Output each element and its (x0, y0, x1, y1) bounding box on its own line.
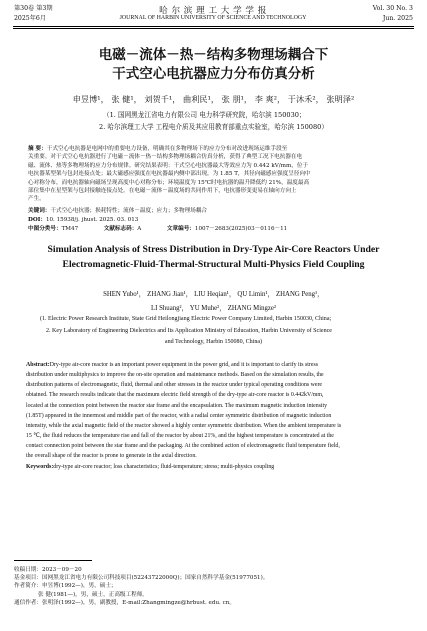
keywords-cn-text: 干式空心电抗器；损耗特性；流体－温度；应力；多物理场耦合 (50, 208, 208, 214)
footnote-rule (14, 560, 92, 561)
clc-value: TM47 (61, 226, 79, 232)
received-date: 收稿日期：2023－09－20 (14, 567, 82, 573)
journal-name-en: JOURNAL OF HARBIN UNIVERSITY OF SCIENCE AND TECHNOLOGY (119, 15, 307, 21)
classification-row (28, 225, 287, 233)
authors-en-line2: LI Shuang²， YU Muhe²， ZHANG Mingze² (151, 305, 276, 312)
journal-name-cn: 哈 尔 滨 理 工 大 学 学 报 (159, 6, 267, 16)
abstract-en-line: Dry-type air-core reactor is an important power equipment in the power grid, and it is important to clarify its stress (49, 362, 318, 368)
keywords-en (26, 464, 274, 470)
authors-cn: 申昱博¹， 张 健¹， 刘贺千¹， 曲利民¹， 张 朋¹， 李 爽²， 于沐禾²， 张明泽² (72, 94, 355, 104)
abstract-cn (28, 145, 311, 204)
header-rule (13, 26, 414, 27)
abstract-cn-line: 部位集中在星型架与包封接触连接点处。在电磁－流体－温度场的共同作用下，电抗器形变更易在轴向方向上 (28, 188, 297, 195)
clc-label: 中图分类号： (28, 226, 62, 232)
abstract-cn-line: 磁、流体、热等多物理场的应力分布规律。研究结果表明：干式空心电抗器最大等效应力为 0.442 kV/mm，位于 (28, 162, 309, 169)
corresponding-author: 通信作者：张明泽(1992—)，男，副教授，E-mail:Zhangmingze@hrbust. edu. cn。 (14, 599, 235, 606)
issue-info: 第30卷 第3期 (14, 5, 53, 12)
article-no-value: 1007－2683(2025)03－0116－11 (194, 226, 288, 232)
footnotes (14, 566, 268, 607)
doc-code-label: 文献标志码： (103, 226, 138, 232)
abstract-cn-line: 心对称分布，而电抗器轴向磁场呈现高度中心对称分布；环境温度为 15℃时电抗器的温升降低约 21%，温度最高 (28, 179, 310, 186)
volume-info: Vol. 30 No. 3 (372, 5, 413, 12)
keywords-en-text: dry-type air-core reactor; loss characteristics; fluid-temperature; stress; multi-physics coupling (53, 464, 275, 470)
abstract-cn-line: 产生。 (28, 196, 45, 203)
abstract-cn-line: 关重要。对干式空心电抗器进行了电磁－流体－热－结构多物理场耦合仿真分析，获得了典型工况下电抗器在电 (28, 154, 303, 161)
authors-en-line1: SHEN Yubo¹， ZHANG Jian¹， LIU Heqian¹， QU Limin¹， ZHANG Peng¹， (103, 291, 324, 298)
abstract-en-line: distribution patterns of electromagnetic, fluid, thermal and other stresses in the reactor under typical operating conditions were (26, 382, 322, 389)
doi-value[interactable]: 10. 15938/j. jhust. 2025. 03. 013 (45, 217, 139, 223)
abstract-en-line: distribution under multiphysics to improve the on-site operation and maintenance methods. Based on the simulation results, the (26, 372, 324, 379)
abstract-en-line: located at the connection point between the reactor star frame and the encapsulation. The maximum magnetic induction intensity (26, 402, 328, 409)
abstract-en-line: contact connection point between the star frame and the packaging. At the combined action of electromagnetic fluid temperature field, (26, 443, 340, 450)
keywords-cn (28, 207, 207, 215)
title-en-line2: Electromagnetic-Fluid-Thermal-Structural Multi-Physics Field Coupling (62, 259, 365, 270)
affiliation-cn-2: 2. 哈尔滨理工大学 工程电介质及其应用教育部重点实验室，哈尔滨 150080） (99, 123, 328, 131)
abstract-en-line: the overall shape of the reactor is prone to generate in the axial direction. (26, 453, 197, 460)
abstract-en-line: (1.85T) appeared in the innermost and middle part of the reactor, with a radial center symmetric distribution of magnetic induction (26, 412, 332, 419)
header-rule-thin (13, 28, 414, 29)
affiliation-en-2-cont: and Technology, Harbin 150080, China) (164, 339, 263, 345)
abstract-en-line: intensity, while the axial magnetic field of the reactor showed a highly center symmetric distribution. When the ambient temperature is (26, 422, 342, 429)
affiliation-en-1: (1. Electric Power Research Institute, State Grid Heilongjiang Electric Power Company Limited, Harbin 150030, China; (40, 316, 332, 322)
keywords-en-label: Keywords: (26, 464, 54, 470)
abstract-cn-label: 摘 要： (28, 146, 47, 152)
title-cn-line2: 干式空心电抗器应力分布仿真分析 (112, 66, 315, 82)
keywords-cn-label: 关键词： (28, 208, 51, 214)
publish-month: Jun. 2025 (382, 15, 413, 22)
abstract-cn-line: 电抗器某型架与包封连接点处；最大磁感应强度在电抗器最内侧中部出现，为 1.85 T，其径向磁感应强度呈径向中 (28, 171, 311, 178)
affiliation-cn-1: （1. 国网黑龙江省电力有限公司 电力科学研究院，哈尔滨 150030； (103, 111, 306, 119)
abstract-en-line: obtained. The research results indicate that the maximum electric field strength of the dry-type air-core reactor is 0.442kV/mm, (26, 392, 324, 399)
title-en-line1: Simulation Analysis of Stress Distribution in Dry-Type Air-Core Reactors Under (47, 244, 380, 255)
doi-cn (28, 216, 138, 224)
article-no-label: 文章编号： (166, 226, 195, 232)
abstract-en-label: Abstract: (26, 362, 50, 368)
doc-code-value: A (137, 226, 142, 232)
author-intro-2: 张 健(1981—)，男，硕士，正高级工程师。 (38, 591, 148, 598)
issue-date: 2025年6月 (14, 15, 47, 22)
title-cn-line1: 电磁－流体－热－结构多物理场耦合下 (98, 47, 329, 63)
author-intro-1: 作者简介：申昱博(1992—)，男，硕士； (14, 583, 117, 590)
abstract-cn-line: 干式空心电抗器是电网中的重要电力设备，明确其在多物理场下的应力分布对改进现场运维手段至 (46, 146, 288, 152)
fund-info: 基金项目：国网黑龙江省电力有限公司科技项目(52243722000Q)；国家自然科学基金(51977051)。 (14, 575, 269, 582)
abstract-en-line: 15 ℃, the fluid reduces the temperature rise and fall of the reactor by about 21%, and the highest temperature is concentrated at the (26, 433, 334, 440)
doi-label: DOI： (28, 217, 46, 223)
abstract-en (26, 360, 341, 462)
affiliation-en-2: 2. Key Laboratory of Engineering Dielectrics and Its Application Ministry of Education, Harbin University of Science (46, 328, 332, 334)
